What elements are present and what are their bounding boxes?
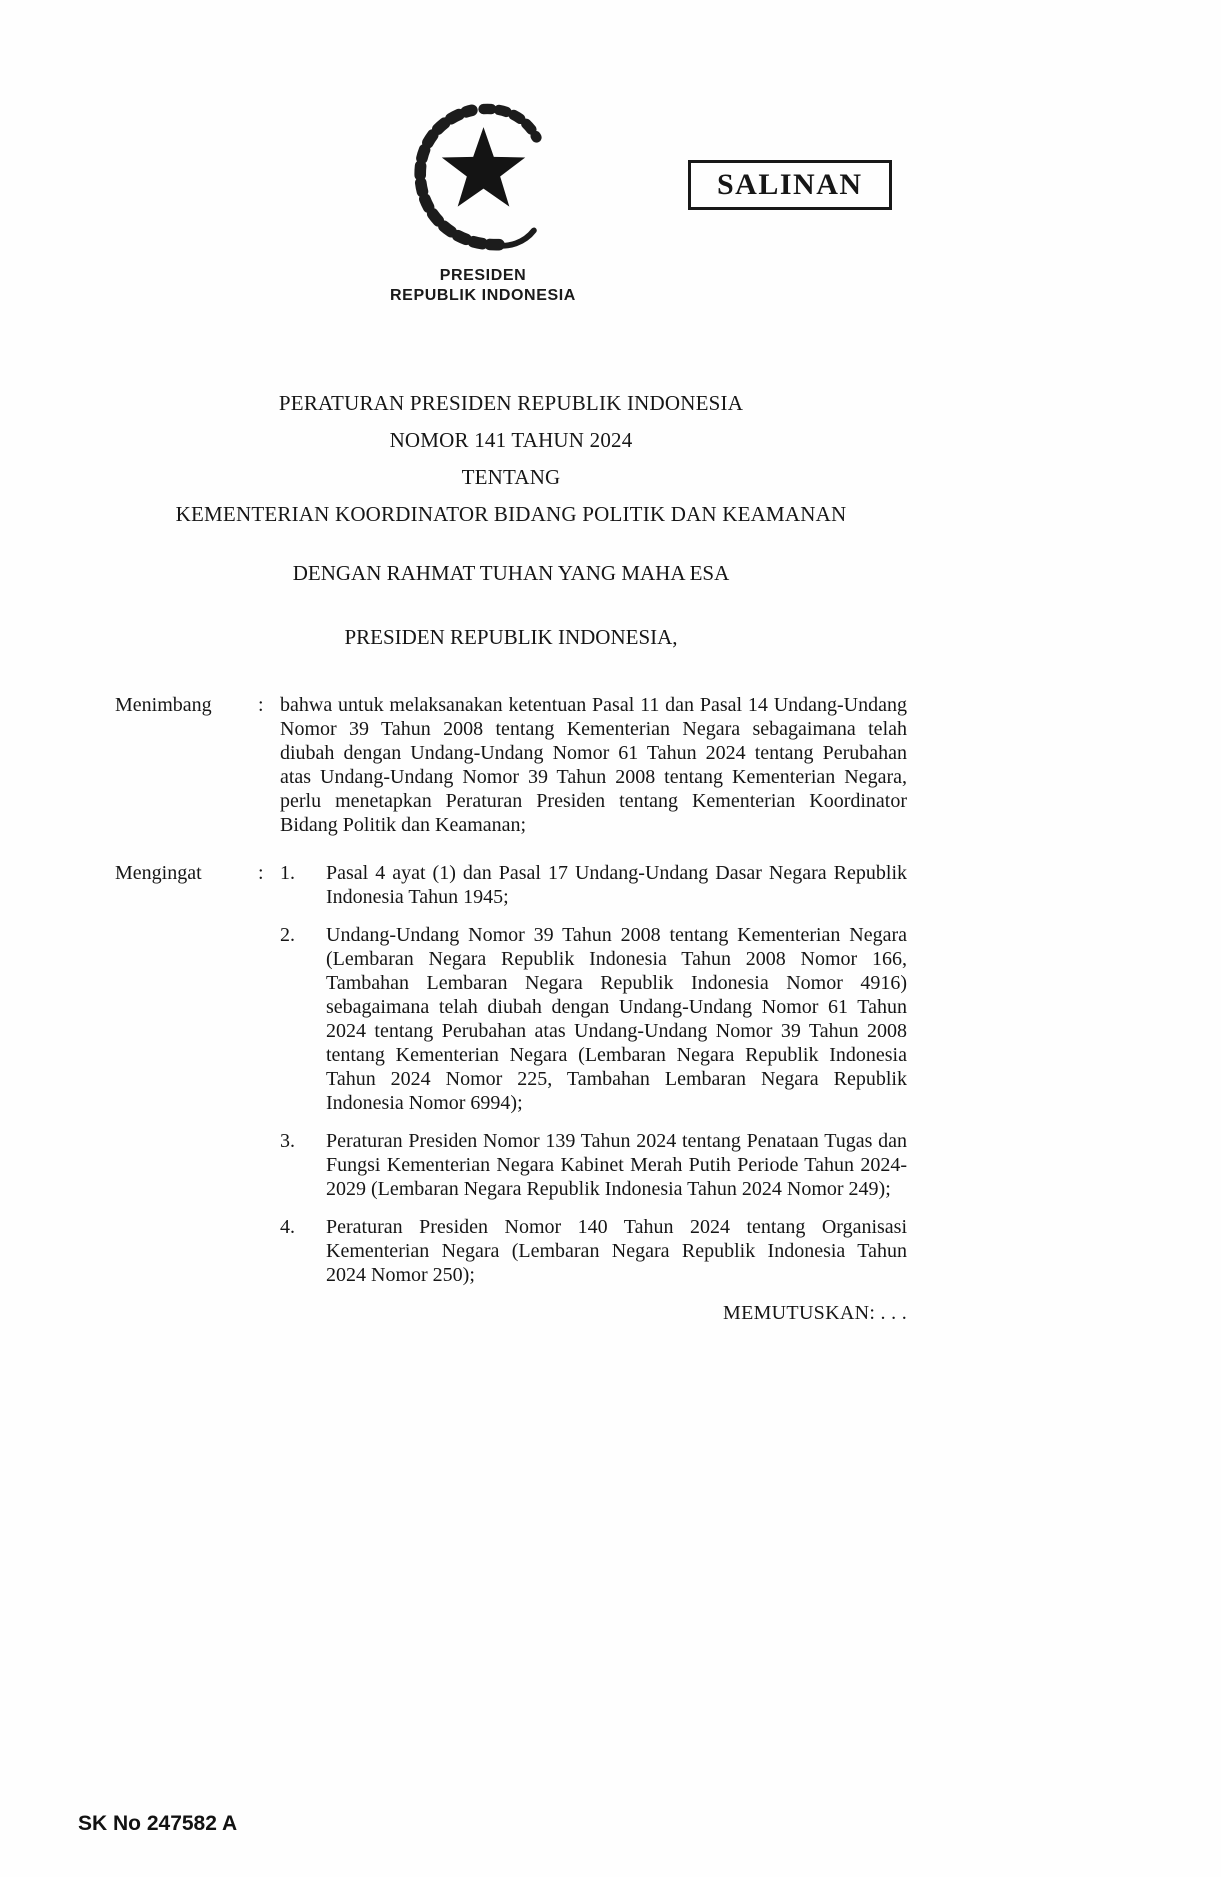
considerations-section <box>115 693 907 837</box>
item-text: Undang-Undang Nomor 39 Tahun 2008 tentang Kementerian Negara (Lembaran Negara Republik Indonesia Tahun 2008 Nomor 166, Tambahan Lembaran Negara Republik Indonesia Nomor 4916) sebagaimana telah diubah dengan Undang-Undang Nomor 61 Tahun 2024 tentang Perubahan atas Undang-Undang Nomor 39 Tahun 2008 tentang Kementerian Negara (Lembaran Negara Republik Indonesia Tahun 2024 Nomor 225, Tambahan Lembaran Negara Republik Indonesia Nomor 6994); <box>326 924 907 1114</box>
star-wreath-emblem-icon <box>406 100 561 255</box>
document-code: SK No 247582 A <box>78 1812 238 1835</box>
legal-basis-item-1 <box>280 861 907 909</box>
considerations-colon: : <box>258 694 264 716</box>
document-body <box>115 385 907 1325</box>
legal-basis-label: Mengingat <box>115 862 202 884</box>
invocation-line: DENGAN RAHMAT TUHAN YANG MAHA ESA <box>292 561 730 585</box>
presidential-seal-icon <box>406 100 561 255</box>
item-number: 1. <box>280 862 295 884</box>
item-number: 3. <box>280 1130 295 1152</box>
title-peraturan-line: PERATURAN PRESIDEN REPUBLIK INDONESIA <box>278 391 744 415</box>
item-number: 2. <box>280 924 295 946</box>
title-block <box>115 385 907 533</box>
legal-basis-item-4 <box>280 1215 907 1287</box>
item-text: Pasal 4 ayat (1) dan Pasal 17 Undang-Undang Dasar Negara Republik Indonesia Tahun 1945; <box>326 862 907 908</box>
authority-line: PRESIDEN REPUBLIK INDONESIA, <box>344 625 678 649</box>
item-text: Peraturan Presiden Nomor 139 Tahun 2024 tentang Penataan Tugas dan Fungsi Kementerian Negara Kabinet Merah Putih Periode Tahun 2024-2029 (Lembaran Negara Republik Indonesia Tahun 2024 Nomor 249); <box>326 1130 907 1200</box>
item-text: Peraturan Presiden Nomor 140 Tahun 2024 tentang Organisasi Kementerian Negara (Lembaran Negara Republik Indonesia Tahun 2024 Nomor 250); <box>326 1216 907 1286</box>
considerations-text: bahwa untuk melaksanakan ketentuan Pasal 11 dan Pasal 14 Undang-Undang Nomor 39 Tahun 2008 tentang Kementerian Negara sebagaimana telah diubah dengan Undang-Undang Nomor 61 Tahun 2024 tentang Perubahan atas Undang-Undang Nomor 39 Tahun 2008 tentang Kementerian Negara, perlu menetapkan Peraturan Presiden tentang Kementerian Koordinator Bidang Politik dan Keamanan; <box>280 694 907 836</box>
letterhead <box>333 266 633 306</box>
legal-basis-item-2 <box>280 923 907 1115</box>
letterhead-republik-indonesia: REPUBLIK INDONESIA <box>390 287 576 304</box>
legal-basis-list <box>280 861 907 1287</box>
legal-basis-item-3 <box>280 1129 907 1201</box>
memutuskan-line: MEMUTUSKAN: . . . <box>723 1302 907 1324</box>
salinan-stamp <box>688 160 892 210</box>
letterhead-presiden: PRESIDEN <box>439 267 527 284</box>
title-subject-line: KEMENTERIAN KOORDINATOR BIDANG POLITIK DAN KEAMANAN <box>175 502 847 526</box>
legal-basis-section <box>115 861 907 1287</box>
considerations-label: Menimbang <box>115 694 212 716</box>
title-tentang-line: TENTANG <box>461 465 561 489</box>
title-nomor-line: NOMOR 141 TAHUN 2024 <box>389 428 633 452</box>
item-number: 4. <box>280 1216 295 1238</box>
legal-basis-colon: : <box>258 862 264 884</box>
salinan-stamp-label: SALINAN <box>717 168 863 201</box>
